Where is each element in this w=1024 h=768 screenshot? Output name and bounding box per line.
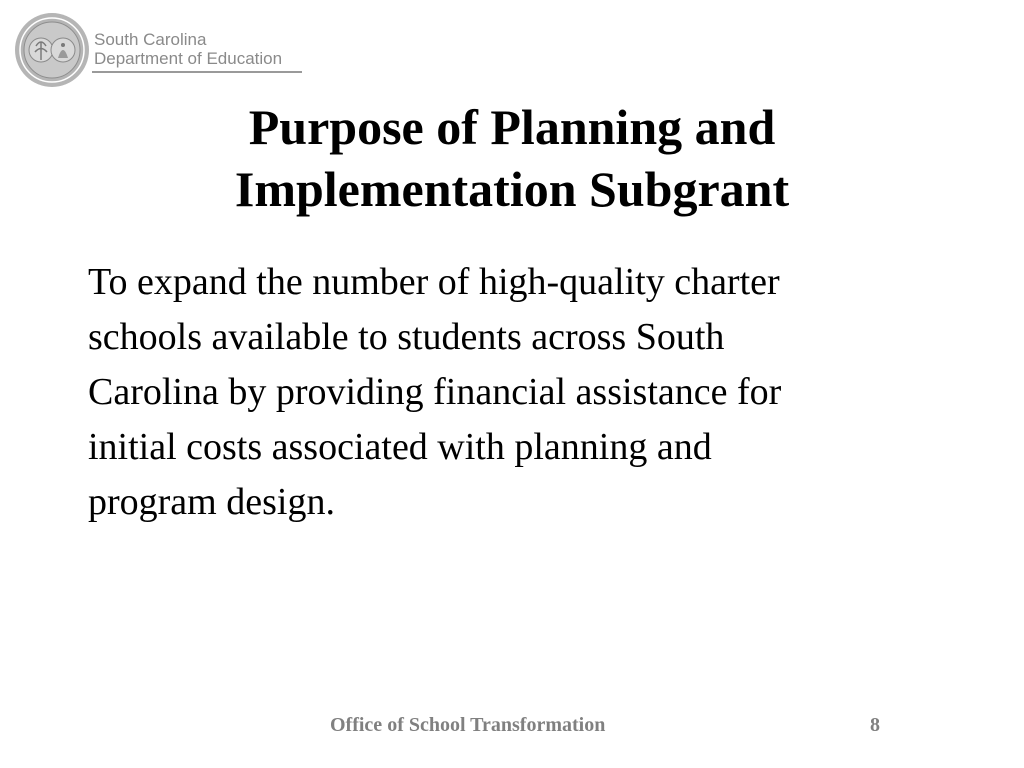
footer-page-number: 8 <box>870 714 880 736</box>
slide-title-line: Implementation Subgrant <box>234 161 790 217</box>
slide-body-text <box>88 255 968 530</box>
logo-state-name: South Carolina <box>94 29 207 49</box>
body-text-line: initial costs associated with planning and <box>88 426 712 468</box>
slide-title-line: Purpose of Planning and <box>248 99 776 155</box>
body-text-line: To expand the number of high-quality charter <box>88 261 780 303</box>
logo-department-name: Department of Education <box>94 48 283 68</box>
logo-underline <box>92 71 302 73</box>
body-text-line: Carolina by providing financial assistance for <box>88 371 782 413</box>
state-seal-icon <box>14 12 90 88</box>
footer-organization: Office of School Transformation <box>330 714 606 736</box>
department-logo <box>14 12 282 88</box>
department-name <box>94 30 282 71</box>
slide-title <box>100 96 924 220</box>
body-text-line: schools available to students across South <box>88 316 725 358</box>
body-text-line: program design. <box>88 481 335 523</box>
